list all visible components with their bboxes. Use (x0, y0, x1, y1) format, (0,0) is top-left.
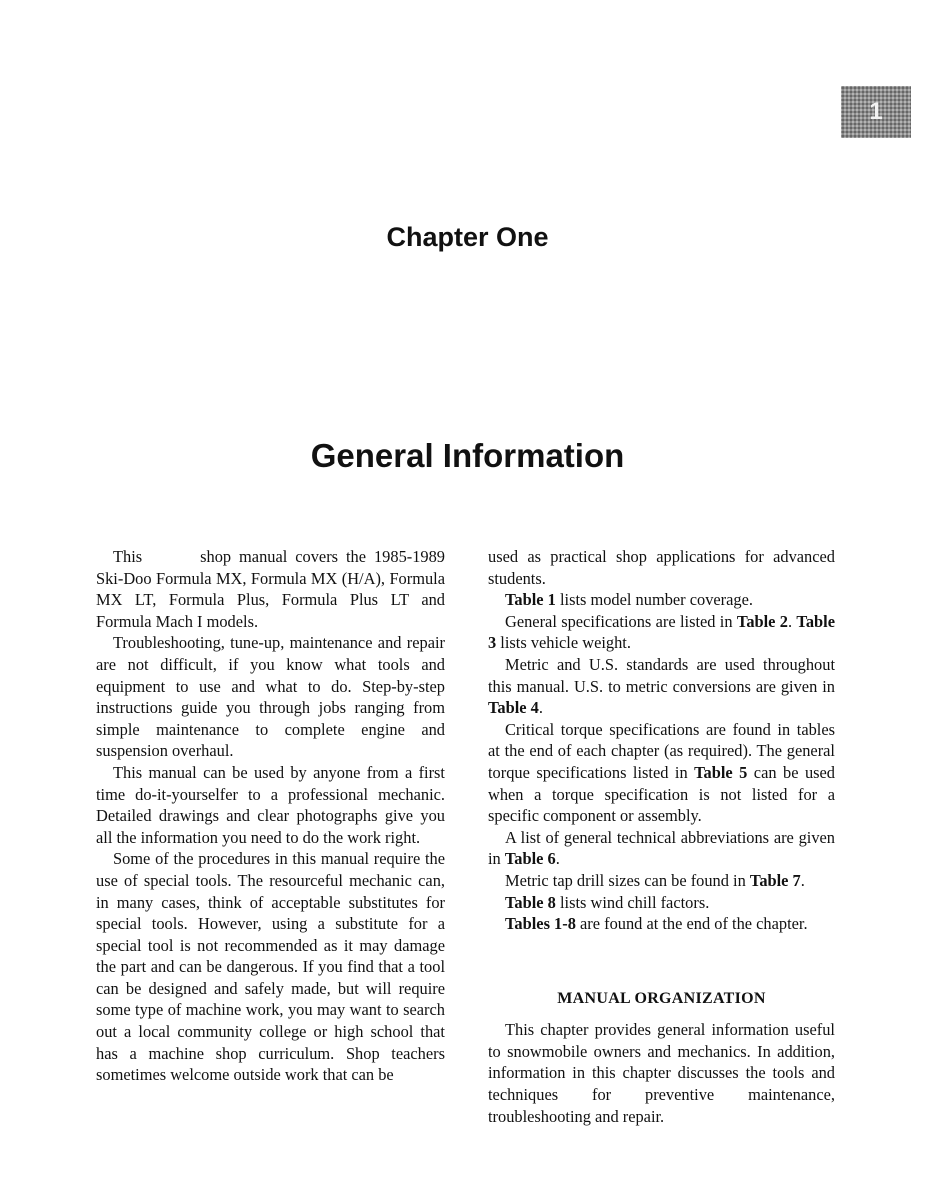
table-ref: Table 8 (505, 892, 556, 912)
paragraph-text: shop manual covers the 1985-1989 Ski-Doo Formula MX, Formula MX (H/A), Formula MX LT, Formula Plus, Formula Plus LT and Formula Mach I models. (96, 547, 445, 631)
page-title: General Information (310, 437, 625, 474)
paragraph-text: Metric tap drill sizes can be found in (505, 870, 750, 890)
paragraph-text: can be used when a torque specification is not listed for a specific component or assembly. (488, 762, 835, 826)
paragraph (488, 589, 835, 611)
paragraph-text: A list of general technical abbreviations are given in (488, 827, 835, 869)
paragraph-text: lists vehicle weight. (496, 633, 631, 653)
paragraph-text: are found at the end of the chapter. (575, 914, 808, 934)
paragraph (488, 719, 835, 827)
paragraph-text: This (113, 547, 143, 566)
right-column (488, 546, 835, 1127)
paragraph-text: . (787, 611, 797, 631)
table-ref: Table 2 (736, 611, 788, 631)
table-ref: Table 4 (488, 698, 539, 718)
paragraph-text: lists wind chill factors. (555, 892, 710, 912)
table-ref: Table 6 (504, 849, 556, 869)
chapter-tab-number: 1 (869, 98, 883, 125)
table-ref: Table 3 (488, 611, 835, 653)
paragraph (488, 892, 835, 914)
paragraph-text: lists model number coverage. (555, 590, 753, 610)
left-column (96, 546, 445, 1086)
paragraph: Troubleshooting, tune-up, maintenance and repair are not difficult, if you know what tools and equipment to use and what to do. Step-by-step instructions guide you through jobs ranging from simple maintenance to complete engine and suspension overhaul. (96, 633, 445, 761)
paragraph (488, 913, 835, 935)
paragraph (488, 827, 835, 870)
paragraph-text: General specifications are listed in (505, 611, 737, 631)
table-ref: Tables 1-8 (505, 914, 576, 934)
paragraph: This chapter provides general information useful to snowmobile owners and mechanics. In addition, information in this chapter discusses the tools and techniques for preventive maintenance, troubleshooting and repair. (488, 1020, 835, 1126)
paragraph (488, 611, 835, 654)
paragraph-text: Metric and U.S. standards are used throughout this manual. U.S. to metric conversions are given in (488, 654, 835, 696)
paragraph-text: . (555, 849, 560, 869)
table-ref: Table 5 (694, 762, 748, 782)
paragraph: This manual can be used by anyone from a first time do-it-yourselfer to a professional mechanic. Detailed drawings and clear photographs give you all the information you need to do the work right. (96, 762, 445, 847)
paragraph: Some of the procedures in this manual require the use of special tools. The resourceful mechanic can, in many cases, think of acceptable substitutes for special tools. However, using a substitute for a special tool is not recommended as it may damage the part and can be dangerous. If you find that a tool can be designed and safely made, but will require some type of machine work, you may want to search out a local community college or high school that has a machine shop curriculum. Shop teachers sometimes welcome outside work that can be (96, 849, 445, 1085)
table-ref: Table 1 (505, 590, 556, 610)
paragraph (488, 870, 835, 892)
paragraph: used as practical shop applications for advanced students. (488, 547, 835, 588)
paragraph-text: . (538, 698, 543, 718)
paragraph-text: . (800, 870, 805, 890)
paragraph (96, 546, 445, 632)
section-heading: MANUAL ORGANIZATION (557, 989, 766, 1007)
chapter-tab (841, 86, 911, 138)
table-ref: Table 7 (749, 870, 801, 890)
chapter-label: Chapter One (386, 222, 549, 252)
paragraph-text: Critical torque specifications are found in tables at the end of each chapter (as required). The general torque specifications listed in (488, 719, 835, 782)
paragraph (488, 654, 835, 719)
